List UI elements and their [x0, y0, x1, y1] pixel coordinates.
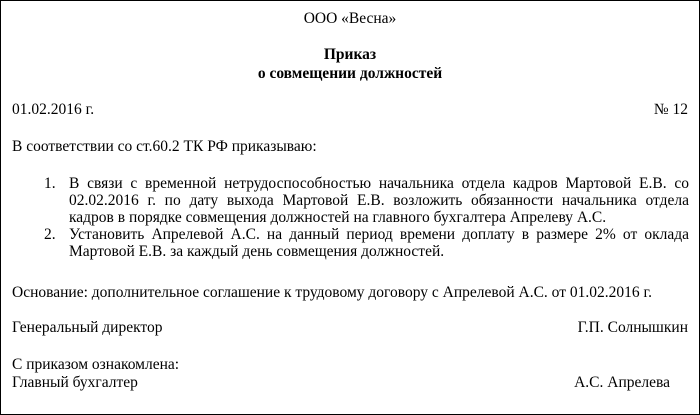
list-item-text: Установить Апрелевой А.С. на данный период времени доплату в размере 2% от оклада Мартовой Е.В. за каждый день совмещения должностей.: [69, 226, 689, 260]
organization-name: ООО «Весна»: [303, 10, 397, 27]
order-basis: Основание: дополнительное соглашение к трудовому договору с Апрелевой А.С. от 01.02.2016 г.: [12, 284, 652, 301]
list-item-number: 1.: [44, 175, 56, 192]
list-item-text: В связи с временной нетрудоспособностью начальника отдела кадров Мартовой Е.В. со 02.02.2016 г. по дату выхода Мартовой Е.В. возложить обязанности начальника отдела кадров в порядке совмещения должностей на главного бухгалтера Апрелеву А.С.: [69, 175, 689, 226]
order-items-list: [44, 175, 689, 260]
accountant-title: Главный бухгалтер: [12, 374, 138, 391]
list-item-number: 2.: [44, 226, 56, 243]
acknowledgement-label: С приказом ознакомлена:: [12, 356, 180, 373]
director-name: Г.П. Солнышкин: [577, 319, 688, 336]
document-title: Приказ: [323, 46, 377, 63]
director-title: Генеральный директор: [12, 319, 163, 336]
list-item: [44, 175, 689, 226]
document-subject: о совмещении должностей: [257, 65, 443, 82]
order-date: 01.02.2016 г.: [12, 101, 95, 118]
order-number: № 12: [653, 101, 688, 118]
list-item: [44, 226, 689, 260]
order-intro: В соответствии со ст.60.2 ТК РФ приказываю:: [12, 138, 317, 155]
accountant-name: А.С. Апрелева: [574, 374, 670, 391]
